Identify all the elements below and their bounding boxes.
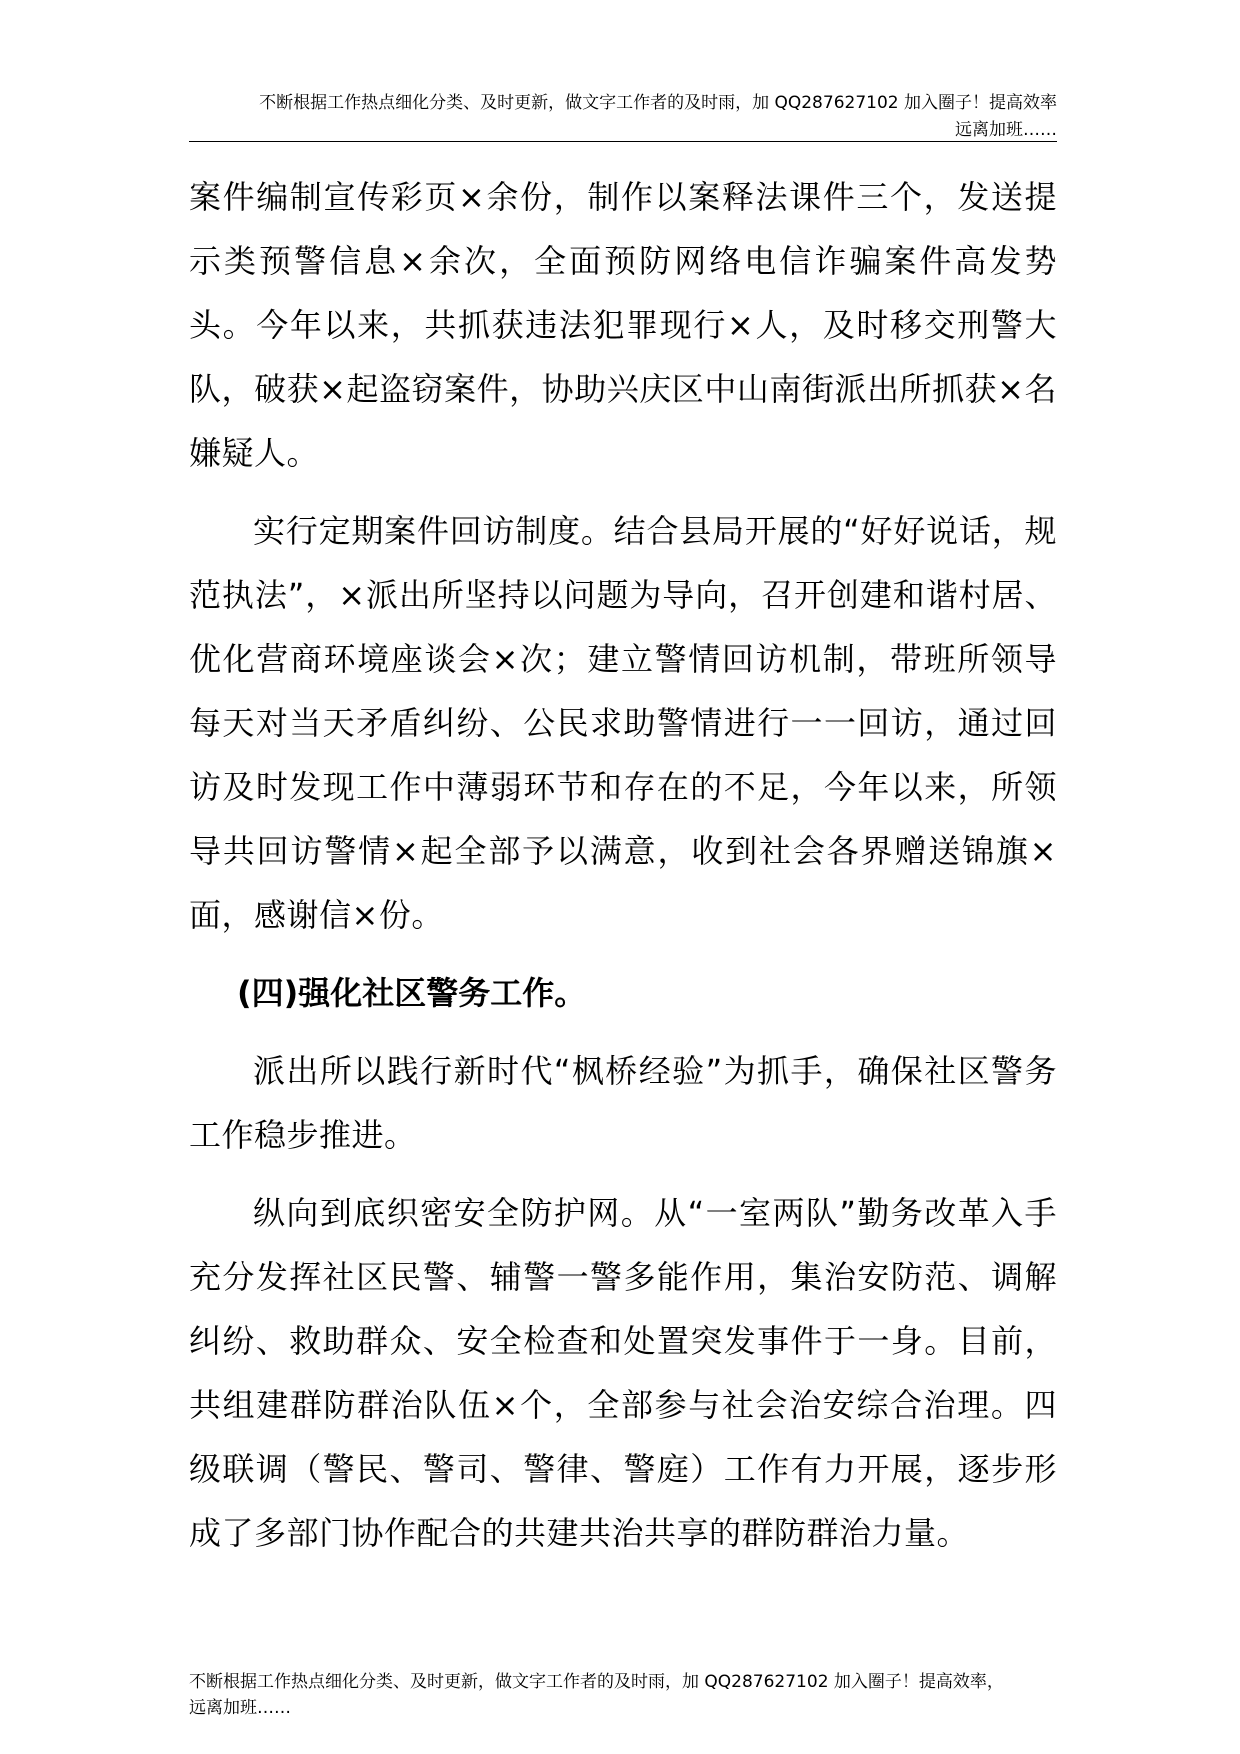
paragraph-community-intro: 派出所以践行新时代“枫桥经验”为抓手，确保社区警务工作稳步推进。 [189,1052,1057,1154]
header-divider [189,141,1057,142]
footer-line-1: 不断根据工作热点细化分类、及时更新，做文字工作者的及时雨，加 QQ287627102 加入圈子！提高效率， [189,1672,1004,1692]
header-line-2: 远离加班…… [955,120,1057,140]
document-body [189,165,1057,1579]
paragraph-case-revisit: 实行定期案件回访制度。结合县局开展的“好好说话，规范执法”，×派出所坚持以问题为导向，召开创建和谐村居、优化营商环境座谈会×次；建立警情回访机制，带班所领导每天对当天矛盾纠纷、公民求助警情进行一一回访，通过回访及时发现工作中薄弱环节和存在的不足，今年以来，所领导共回访警情×起全部予以满意，收到社会各界赠送锦旗×面，感谢信×份。 [189,512,1057,934]
paragraph-security-network: 纵向到底织密安全防护网。从“一室两队”勤务改革入手充分发挥社区民警、辅警一警多能作用，集治安防范、调解纠纷、救助群众、安全检查和处置突发事件于一身。目前，共组建群防群治队伍×个，全部参与社会治安综合治理。四级联调（警民、警司、警律、警庭）工作有力开展，逐步形成了多部门协作配合的共建共治共享的群防群治力量。 [189,1194,1057,1552]
footer-line-2: 远离加班…… [189,1698,291,1718]
page-footer [189,1669,1069,1721]
page-header [189,90,1057,144]
section-heading-community-policing: (四)强化社区警务工作。 [237,974,587,1012]
header-line-1: 不断根据工作热点细化分类、及时更新，做文字工作者的及时雨，加 QQ287627102 加入圈子！提高效率 [259,93,1057,113]
paragraph-case-prevention: 案件编制宣传彩页×余份，制作以案释法课件三个，发送提示类预警信息×余次，全面预防网络电信诈骗案件高发势头。今年以来，共抓获违法犯罪现行×人，及时移交刑警大队，破获×起盗窃案件，协助兴庆区中山南街派出所抓获×名嫌疑人。 [189,178,1057,472]
